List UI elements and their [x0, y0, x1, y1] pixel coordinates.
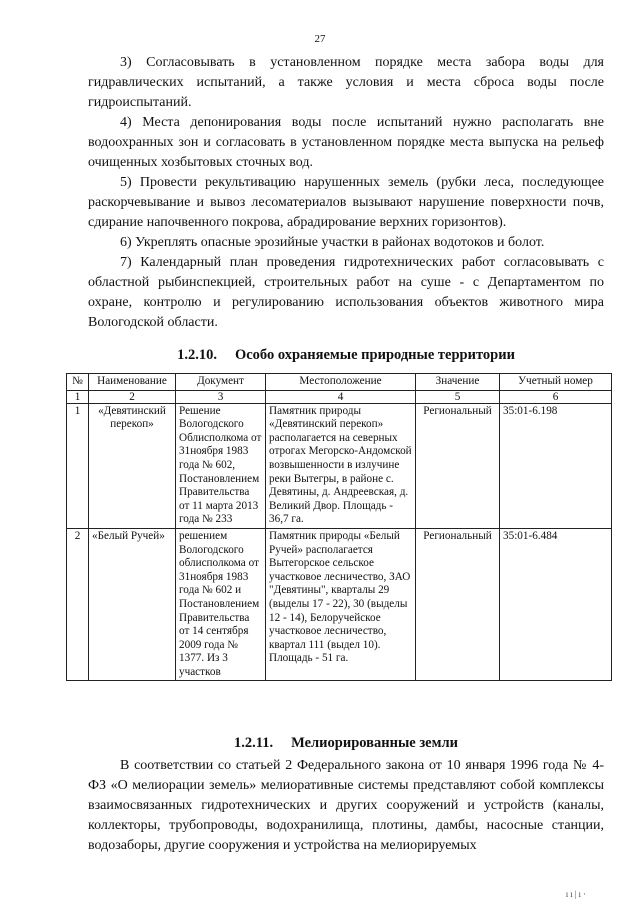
section-title: Мелиорированные земли — [291, 735, 458, 751]
section-number: 1.2.11. — [234, 735, 274, 751]
body-paragraphs — [88, 53, 604, 333]
header-reg-number: Учетный номер — [500, 374, 612, 391]
table-row — [67, 403, 612, 528]
cell-significance: Региональный — [416, 403, 500, 528]
section-heading-reclaimed-lands — [88, 735, 604, 752]
header-name: Наименование — [89, 374, 176, 391]
cell-document: Решение Вологодского Облисполкома от 31ноября 1983 года № 602, Постановлением Правительства от 11 марта 2013 года № 233 — [176, 403, 266, 528]
cell-name: «Белый Ручей» — [89, 528, 176, 681]
column-index: 5 — [416, 390, 500, 403]
paragraph: 5) Провести рекультивацию нарушенных земель (рубки леса, последующее раскорчевывание и вывоз лесоматериалов вызывают нарушение поверхности почв, сдирание напочвенного покрова, абрадирование верхних горизонтов). — [88, 175, 604, 230]
cell-number: 2 — [67, 528, 89, 681]
table-row — [67, 528, 612, 681]
column-index: 4 — [266, 390, 416, 403]
column-index-row — [67, 390, 612, 403]
column-index: 6 — [500, 390, 612, 403]
section-number: 1.2.10. — [177, 347, 217, 363]
header-document: Документ — [176, 374, 266, 391]
cell-name: «Девятинский перекоп» — [89, 403, 176, 528]
column-index: 1 — [67, 390, 89, 403]
header-significance: Значение — [416, 374, 500, 391]
paragraph: 4) Места депонирования воды после испытаний нужно располагать вне водоохранных зон и согласовать в установленном порядке места выпуска на рельеф очищенных хозбытовых сточных вод. — [88, 115, 604, 170]
cell-number: 1 — [67, 403, 89, 528]
paragraph: 6) Укреплять опасные эрозийные участки в районах водотоков и болот. — [120, 235, 545, 250]
cell-location: Памятник природы «Белый Ручей» располагается Вытегорское сельское участковое лесничество, ЗАО "Девятины", кварталы 29 (выделы 17 - 22), 30 (выделы 12 - 14), Белоручейское участковое лесничество, квартал 111 (выдел 10). Площадь - 51 га. — [266, 528, 416, 681]
paragraph: 7) Календарный план проведения гидротехнических работ согласовывать с областной рыбинспекцией, строительных работ на суше - с Департаментом по охране, контролю и регулированию использования объектов животного мира Вологодской области. — [88, 255, 604, 330]
table-header-row — [67, 374, 612, 391]
header-number: № — [67, 374, 89, 391]
section-title: Особо охраняемые природные территории — [234, 347, 515, 363]
page-number: 27 — [314, 33, 326, 45]
cell-reg-number: 35:01-6.484 — [500, 528, 612, 681]
section-heading-protected-areas — [88, 347, 604, 364]
cell-reg-number: 35:01-6.198 — [500, 403, 612, 528]
cell-location: Памятник природы «Девятинский перекоп» располагается на северных отрогах Мегорско-Андомской возвышенности в излучине реки Вытегры, в районе с. Девятины, д. Андреевская, д. Великий Двор. Площадь - 36,7 га. — [266, 403, 416, 528]
paragraph: В соответствии со статьей 2 Федерального закона от 10 января 1996 года № 4-ФЗ «О мелиорации земель» мелиоративные системы представляют собой комплексы взаимосвязанных гидротехнических и других сооружений и устройств (каналы, коллекторы, трубопроводы, водохранилища, плотины, дамбы, насосные станции, водозаборы, другие сооружения и устройства на мелиорируемых — [88, 758, 604, 853]
header-location: Местоположение — [266, 374, 416, 391]
final-paragraph-block — [88, 756, 604, 856]
cell-significance: Региональный — [416, 528, 500, 681]
column-index: 2 — [89, 390, 176, 403]
paragraph: 3) Согласовывать в установленном порядке места забора воды для гидравлических испытаний, а также условия и места сброса воды после гидроиспытаний. — [88, 55, 604, 110]
scan-edge-mark: ıı|ı· — [565, 889, 588, 899]
protected-areas-table — [66, 373, 612, 681]
cell-document: решением Вологодского облисполкома от 31ноября 1983 года № 602 и Постановлением Правительства от 14 сентября 2009 года № 1377. Из 3 участков — [176, 528, 266, 681]
column-index: 3 — [176, 390, 266, 403]
